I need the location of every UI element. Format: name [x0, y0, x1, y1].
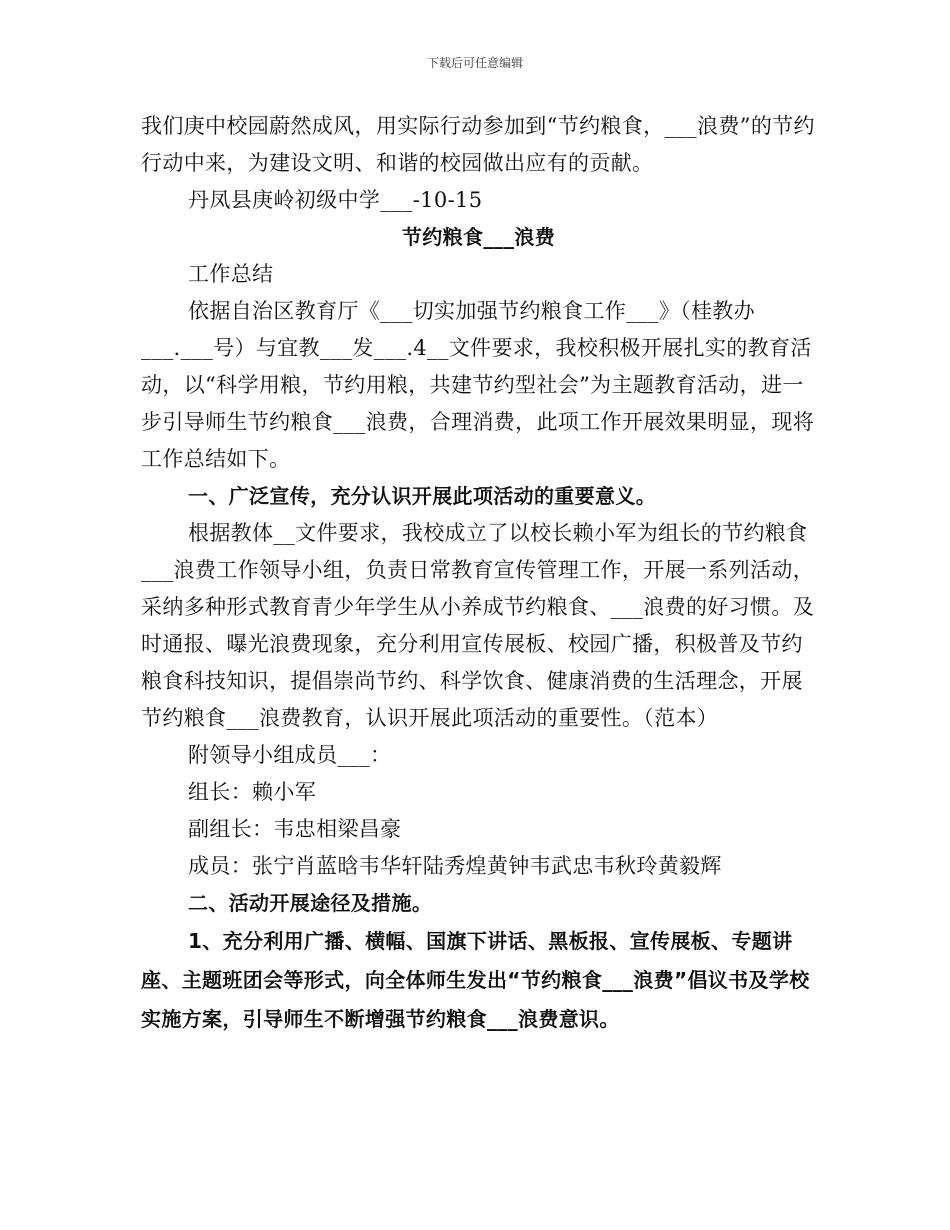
document-subtitle: 工作总结: [188, 262, 274, 286]
paragraph-measures-1: 1、充分利用广播、横幅、国旗下讲话、黑板报、宣传展板、专题讲座、主题班团会等形式，向全体师生发出“节约粮食___浪费”倡议书及学校实施方案，引导师生不断增强节约粮食___浪费意识。: [141, 929, 810, 1031]
page-header: 下载后可任意编辑: [426, 56, 523, 70]
group-members: 成员：张宁肖蓝晗韦华轩陆秀煌黄钟韦武忠韦秋玲黄毅辉: [188, 854, 722, 878]
section-heading-1: 一、广泛宣传，充分认识开展此项活动的重要意义。: [188, 484, 657, 508]
document-title: 节约粮食___浪费: [401, 225, 556, 249]
members-intro: 附领导小组成员___：: [188, 743, 392, 767]
signature-line: 丹凤县庚岭初级中学___-10-15: [188, 188, 483, 212]
document-body: [141, 108, 816, 1039]
vice-group-leader: 副组长：韦忠相梁昌豪: [188, 817, 402, 841]
paragraph-introduction: 依据自治区教育厅《___切实加强节约粮食工作___》（桂教办___.___号）与宜教___发___.4__文件要求，我校积极开展扎实的教育活动，以“科学用粮，节约用粮，共建节约型社会”为主题教育活动，进一步引导师生节约粮食___浪费，合理消费，此项工作开展效果明显，现将工作总结如下。: [141, 299, 815, 471]
group-leader: 组长：赖小军: [188, 780, 317, 804]
paragraph-publicity: 根据教体__文件要求，我校成立了以校长赖小军为组长的节约粮食___浪费工作领导小组，负责日常教育宣传管理工作，开展一系列活动，采纳多种形式教育青少年学生从小养成节约粮食、___浪费的好习惯。及时通报、曝光浪费现象，充分利用宣传展板、校园广播，积极普及节约粮食科技知识，提倡崇尚节约、科学饮食、健康消费的生活理念，开展节约粮食___浪费教育，认识开展此项活动的重要性。（范本）: [141, 521, 815, 730]
paragraph-campus-action: 我们庚中校园蔚然成风，用实际行动参加到“节约粮食，___浪费”的节约行动中来，为建设文明、和谐的校园做出应有的贡献。: [141, 114, 815, 175]
section-heading-2: 二、活动开展途径及措施。: [188, 891, 433, 915]
